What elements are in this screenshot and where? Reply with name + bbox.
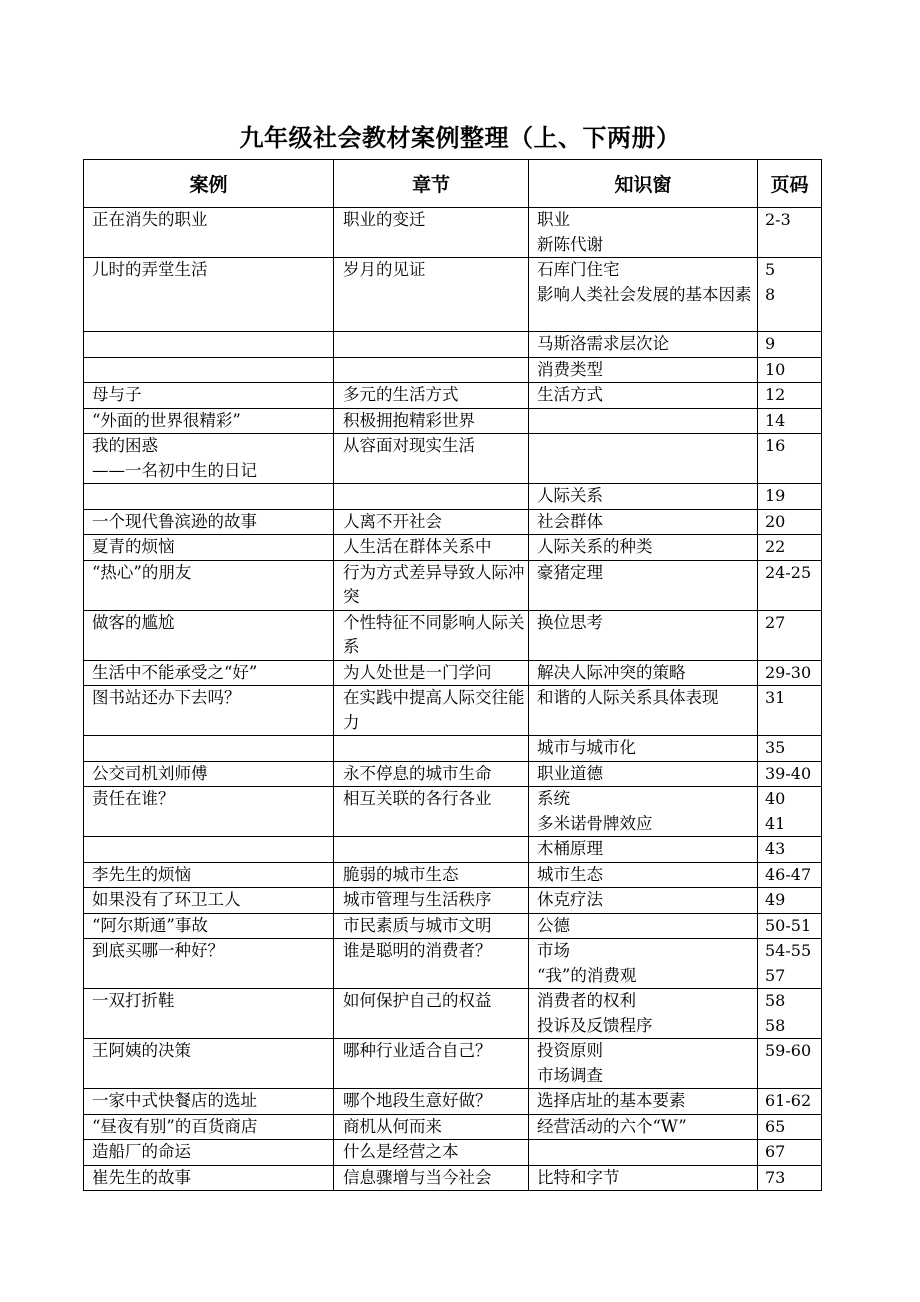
knowledge-cell	[529, 913, 758, 939]
page-cell	[758, 686, 822, 736]
case-cell-text: “热心”的朋友	[92, 562, 192, 582]
chapter-cell-text: 相互关联的各行各业	[343, 789, 492, 808]
knowledge-cell-text: 影响人类社会发展的基本因素	[537, 284, 752, 304]
knowledge-cell	[529, 736, 758, 762]
chapter-cell	[334, 1140, 529, 1166]
knowledge-cell-text: 社会群体	[537, 511, 603, 531]
knowledge-cell-text: 系统	[537, 789, 570, 808]
case-cell	[84, 862, 334, 888]
table-row	[84, 383, 822, 409]
page-cell	[758, 560, 822, 610]
page-cell	[758, 660, 822, 686]
case-cell-text: 做客的尴尬	[92, 612, 175, 632]
knowledge-cell-text: 投诉及反馈程序	[537, 1015, 653, 1035]
chapter-cell-text: 哪个地段生意好做？	[343, 1091, 492, 1110]
page-cell	[758, 761, 822, 787]
page-cell-text: 39-40	[765, 763, 812, 783]
knowledge-cell	[529, 761, 758, 787]
table-row	[84, 913, 822, 939]
table-row	[84, 736, 822, 762]
knowledge-cell	[529, 862, 758, 888]
knowledge-cell	[529, 888, 758, 914]
table-row	[84, 258, 822, 332]
case-cell	[84, 888, 334, 914]
case-cell	[84, 408, 334, 434]
knowledge-cell-text: 石库门住宅	[537, 260, 620, 279]
page-cell-text: 29-30	[765, 662, 812, 682]
table-row	[84, 1165, 822, 1191]
case-cell	[84, 736, 334, 762]
knowledge-cell-text: 马斯洛需求层次论	[537, 334, 669, 353]
knowledge-cell-text: 木桶原理	[537, 839, 603, 858]
case-cell-text: 我的困惑	[92, 436, 158, 455]
case-cell-text: 生活中不能承受之“好”	[92, 662, 258, 682]
case-cell	[84, 761, 334, 787]
header-page: 页码	[758, 160, 822, 208]
page-cell	[758, 258, 822, 332]
chapter-cell	[334, 383, 529, 409]
table-row	[84, 1140, 822, 1166]
case-cell	[84, 837, 334, 863]
page-cell	[758, 1089, 822, 1115]
knowledge-cell	[529, 408, 758, 434]
knowledge-cell	[529, 939, 758, 989]
table-row	[84, 408, 822, 434]
knowledge-cell-text: 生活方式	[537, 385, 603, 404]
knowledge-cell	[529, 837, 758, 863]
page-cell-text: 27	[765, 612, 786, 632]
page-cell-text: 50-51	[765, 915, 812, 935]
case-cell-text: 夏青的烦恼	[92, 537, 175, 556]
page-cell-text: 20	[765, 511, 786, 531]
page-cell	[758, 989, 822, 1039]
knowledge-cell-text: 解决人际冲突的策略	[537, 662, 686, 682]
chapter-cell	[334, 939, 529, 989]
knowledge-cell-text: 比特和字节	[537, 1167, 620, 1187]
case-cell-text: 一双打折鞋	[92, 991, 175, 1010]
page-cell-text: 58	[765, 991, 786, 1010]
page-cell-text: 49	[765, 890, 786, 909]
knowledge-cell-text: 职业	[537, 210, 570, 229]
case-cell-text: 李先生的烦恼	[92, 864, 191, 884]
chapter-cell	[334, 787, 529, 837]
page-cell	[758, 913, 822, 939]
case-cell-text: 责任在谁？	[92, 789, 175, 808]
chapter-cell	[334, 258, 529, 332]
knowledge-cell	[529, 509, 758, 535]
chapter-cell-text: 为人处世是一门学问	[343, 662, 492, 682]
knowledge-cell	[529, 560, 758, 610]
page-cell-text: 9	[765, 334, 776, 353]
header-knowledge: 知识窗	[529, 160, 758, 208]
knowledge-cell-text: 市场调查	[537, 1065, 603, 1085]
table-row	[84, 434, 822, 484]
knowledge-cell	[529, 660, 758, 686]
case-cell-text: 公交司机刘师傅	[92, 763, 208, 783]
case-cell	[84, 913, 334, 939]
page-cell-text: 57	[765, 965, 786, 985]
table-row	[84, 660, 822, 686]
header-case: 案例	[84, 160, 334, 208]
knowledge-cell-text: 豪猪定理	[537, 562, 603, 582]
knowledge-cell-text: 消费者的权利	[537, 991, 636, 1010]
page-cell-text: 31	[765, 688, 786, 707]
chapter-cell-text: 积极拥抱精彩世界	[343, 410, 475, 430]
knowledge-cell	[529, 535, 758, 561]
chapter-cell	[334, 1089, 529, 1115]
table-row	[84, 332, 822, 358]
page-cell-text: 5	[765, 260, 776, 279]
page-cell	[758, 535, 822, 561]
knowledge-cell-text: 消费类型	[537, 359, 603, 379]
chapter-cell	[334, 989, 529, 1039]
chapter-cell-text: 商机从何而来	[343, 1116, 442, 1136]
chapter-cell-text: 脆弱的城市生态	[343, 864, 459, 884]
page-cell-text: 16	[765, 436, 786, 455]
chapter-cell	[334, 560, 529, 610]
knowledge-cell-text: 多米诺骨牌效应	[537, 813, 653, 833]
knowledge-cell-text: 休克疗法	[537, 890, 603, 909]
table-row	[84, 509, 822, 535]
page-cell	[758, 332, 822, 358]
page-cell-text: 40	[765, 789, 786, 808]
chapter-cell-text: 在实践中提高人际交往能力	[343, 688, 525, 732]
chapter-cell-text: 市民素质与城市文明	[343, 915, 492, 935]
knowledge-cell	[529, 383, 758, 409]
chapter-cell	[334, 408, 529, 434]
case-cell	[84, 484, 334, 510]
page-cell	[758, 939, 822, 989]
chapter-cell-text: 什么是经营之本	[343, 1142, 459, 1161]
table-row	[84, 1114, 822, 1140]
page-cell	[758, 383, 822, 409]
chapter-cell-text: 信息骤增与当今社会	[343, 1167, 492, 1187]
page-cell-text: 58	[765, 1015, 786, 1035]
table-row	[84, 208, 822, 258]
case-cell-text: 正在消失的职业	[92, 210, 208, 229]
chapter-cell	[334, 357, 529, 383]
knowledge-cell-text: 和谐的人际关系具体表现	[537, 688, 719, 707]
page-cell-text: 61-62	[765, 1091, 812, 1110]
chapter-cell-text: 哪种行业适合自己？	[343, 1041, 492, 1060]
case-cell-text: “外面的世界很精彩”	[92, 410, 241, 430]
case-cell	[84, 383, 334, 409]
page-title: 九年级社会教材案例整理（上、下两册）	[239, 123, 681, 152]
chapter-cell	[334, 434, 529, 484]
knowledge-cell	[529, 686, 758, 736]
table-row	[84, 989, 822, 1039]
page-cell-text: 8	[765, 284, 776, 304]
case-cell-text: ——一名初中生的日记	[92, 460, 257, 480]
page-cell	[758, 1114, 822, 1140]
case-table	[83, 159, 822, 1191]
page-cell-text: 59-60	[765, 1041, 812, 1060]
chapter-cell-text: 从容面对现实生活	[343, 436, 475, 455]
case-cell-text: 一个现代鲁滨逊的故事	[92, 511, 257, 531]
knowledge-cell	[529, 1114, 758, 1140]
table-row	[84, 837, 822, 863]
chapter-cell	[334, 1165, 529, 1191]
case-cell	[84, 1140, 334, 1166]
table-row	[84, 888, 822, 914]
knowledge-cell-text: 人际关系的种类	[537, 537, 653, 556]
knowledge-cell	[529, 787, 758, 837]
case-cell	[84, 686, 334, 736]
case-cell-text: 儿时的弄堂生活	[92, 260, 208, 279]
chapter-cell-text: 城市管理与生活秩序	[343, 890, 492, 909]
case-cell-text: 一家中式快餐店的选址	[92, 1091, 257, 1110]
table-row	[84, 939, 822, 989]
case-cell	[84, 1039, 334, 1089]
table-row	[84, 535, 822, 561]
page-cell	[758, 888, 822, 914]
case-cell-text: 母与子	[92, 385, 142, 404]
table-row	[84, 484, 822, 510]
case-cell-text: 王阿姨的决策	[92, 1041, 191, 1060]
chapter-cell-text: 如何保护自己的权益	[343, 991, 492, 1010]
page-cell	[758, 357, 822, 383]
chapter-cell	[334, 208, 529, 258]
table-header-row	[84, 160, 822, 208]
table-row	[84, 761, 822, 787]
chapter-cell-text: 个性特征不同影响人际关系	[343, 612, 525, 656]
page-cell	[758, 1140, 822, 1166]
page-cell-text: 10	[765, 359, 786, 379]
knowledge-cell	[529, 1039, 758, 1089]
case-cell	[84, 787, 334, 837]
header-chapter: 章节	[334, 160, 529, 208]
chapter-cell	[334, 736, 529, 762]
case-cell	[84, 208, 334, 258]
page-cell-text: 35	[765, 738, 786, 757]
table-row	[84, 560, 822, 610]
page-cell	[758, 862, 822, 888]
knowledge-cell	[529, 610, 758, 660]
chapter-cell	[334, 509, 529, 535]
page-cell-text: 65	[765, 1116, 786, 1136]
chapter-cell	[334, 332, 529, 358]
case-cell	[84, 660, 334, 686]
page-cell	[758, 484, 822, 510]
page-cell-text: 19	[765, 486, 786, 505]
knowledge-cell	[529, 208, 758, 258]
chapter-cell-text: 谁是聪明的消费者？	[343, 941, 492, 960]
page-cell-text: 2-3	[765, 210, 791, 229]
knowledge-cell-text: 公德	[537, 915, 570, 935]
chapter-cell	[334, 686, 529, 736]
case-cell	[84, 1165, 334, 1191]
page-cell-text: 24-25	[765, 562, 812, 582]
page-cell-text: 14	[765, 410, 786, 430]
chapter-cell-text: 人离不开社会	[343, 511, 442, 531]
knowledge-cell-text: 选择店址的基本要素	[537, 1091, 686, 1110]
case-cell	[84, 610, 334, 660]
case-cell	[84, 560, 334, 610]
knowledge-cell-text: 新陈代谢	[537, 234, 603, 254]
case-cell-text: 如果没有了环卫工人	[92, 890, 241, 909]
knowledge-cell	[529, 989, 758, 1039]
chapter-cell	[334, 1039, 529, 1089]
knowledge-cell-text: “我”的消费观	[537, 965, 637, 985]
case-cell	[84, 535, 334, 561]
page-cell-text: 73	[765, 1167, 786, 1187]
page-cell-text: 46-47	[765, 864, 812, 884]
page-cell-text: 43	[765, 839, 786, 858]
chapter-cell	[334, 761, 529, 787]
knowledge-cell	[529, 1089, 758, 1115]
knowledge-cell	[529, 357, 758, 383]
case-cell-text: 造船厂的命运	[92, 1142, 191, 1161]
case-cell-text: “阿尔斯通”事故	[92, 915, 208, 935]
page-cell-text: 12	[765, 385, 786, 404]
case-cell-text: 到底买哪一种好？	[92, 941, 224, 960]
table-row	[84, 787, 822, 837]
knowledge-cell-text: 人际关系	[537, 486, 603, 505]
chapter-cell	[334, 837, 529, 863]
chapter-cell	[334, 610, 529, 660]
table-row	[84, 1089, 822, 1115]
knowledge-cell	[529, 484, 758, 510]
chapter-cell-text: 职业的变迁	[343, 210, 426, 229]
table-row	[84, 1039, 822, 1089]
table-row	[84, 610, 822, 660]
case-cell-text: 图书站还办下去吗？	[92, 688, 241, 707]
case-cell	[84, 434, 334, 484]
knowledge-cell	[529, 434, 758, 484]
case-cell-text: 崔先生的故事	[92, 1167, 191, 1187]
chapter-cell-text: 岁月的见证	[343, 260, 426, 279]
table-row	[84, 862, 822, 888]
case-cell	[84, 989, 334, 1039]
knowledge-cell-text: 市场	[537, 941, 570, 960]
chapter-cell-text: 永不停息的城市生命	[343, 763, 492, 783]
chapter-cell	[334, 862, 529, 888]
table-row	[84, 686, 822, 736]
page-cell-text: 67	[765, 1142, 786, 1161]
knowledge-cell-text: 换位思考	[537, 612, 603, 632]
page-cell	[758, 509, 822, 535]
knowledge-cell-text: 职业道德	[537, 763, 603, 783]
page-cell	[758, 208, 822, 258]
chapter-cell	[334, 484, 529, 510]
chapter-cell	[334, 913, 529, 939]
knowledge-cell-text: 经营活动的六个“W”	[537, 1116, 687, 1136]
page-cell	[758, 837, 822, 863]
chapter-cell-text: 人生活在群体关系中	[343, 537, 492, 556]
knowledge-cell-text: 城市生态	[537, 864, 603, 884]
page-cell	[758, 408, 822, 434]
table-body	[84, 208, 822, 1191]
case-cell	[84, 509, 334, 535]
chapter-cell-text: 多元的生活方式	[343, 385, 459, 404]
chapter-cell	[334, 535, 529, 561]
knowledge-cell	[529, 1165, 758, 1191]
chapter-cell-text: 行为方式差异导致人际冲突	[343, 562, 525, 606]
knowledge-cell	[529, 1140, 758, 1166]
case-cell	[84, 1114, 334, 1140]
knowledge-cell-text: 投资原则	[537, 1041, 603, 1060]
knowledge-cell	[529, 332, 758, 358]
page-cell	[758, 434, 822, 484]
case-cell	[84, 939, 334, 989]
case-cell	[84, 332, 334, 358]
page-cell	[758, 787, 822, 837]
case-cell-text: “昼夜有别”的百货商店	[92, 1116, 258, 1136]
chapter-cell	[334, 1114, 529, 1140]
case-cell	[84, 1089, 334, 1115]
page-cell-text: 22	[765, 537, 786, 556]
chapter-cell	[334, 660, 529, 686]
page-cell	[758, 1039, 822, 1089]
knowledge-cell	[529, 258, 758, 332]
knowledge-cell-text: 城市与城市化	[537, 738, 636, 757]
page-cell-text: 54-55	[765, 941, 812, 960]
chapter-cell	[334, 888, 529, 914]
table-row	[84, 357, 822, 383]
case-cell	[84, 357, 334, 383]
page-cell-text: 41	[765, 813, 786, 833]
page-cell	[758, 610, 822, 660]
page-cell	[758, 736, 822, 762]
page-cell	[758, 1165, 822, 1191]
case-cell	[84, 258, 334, 332]
